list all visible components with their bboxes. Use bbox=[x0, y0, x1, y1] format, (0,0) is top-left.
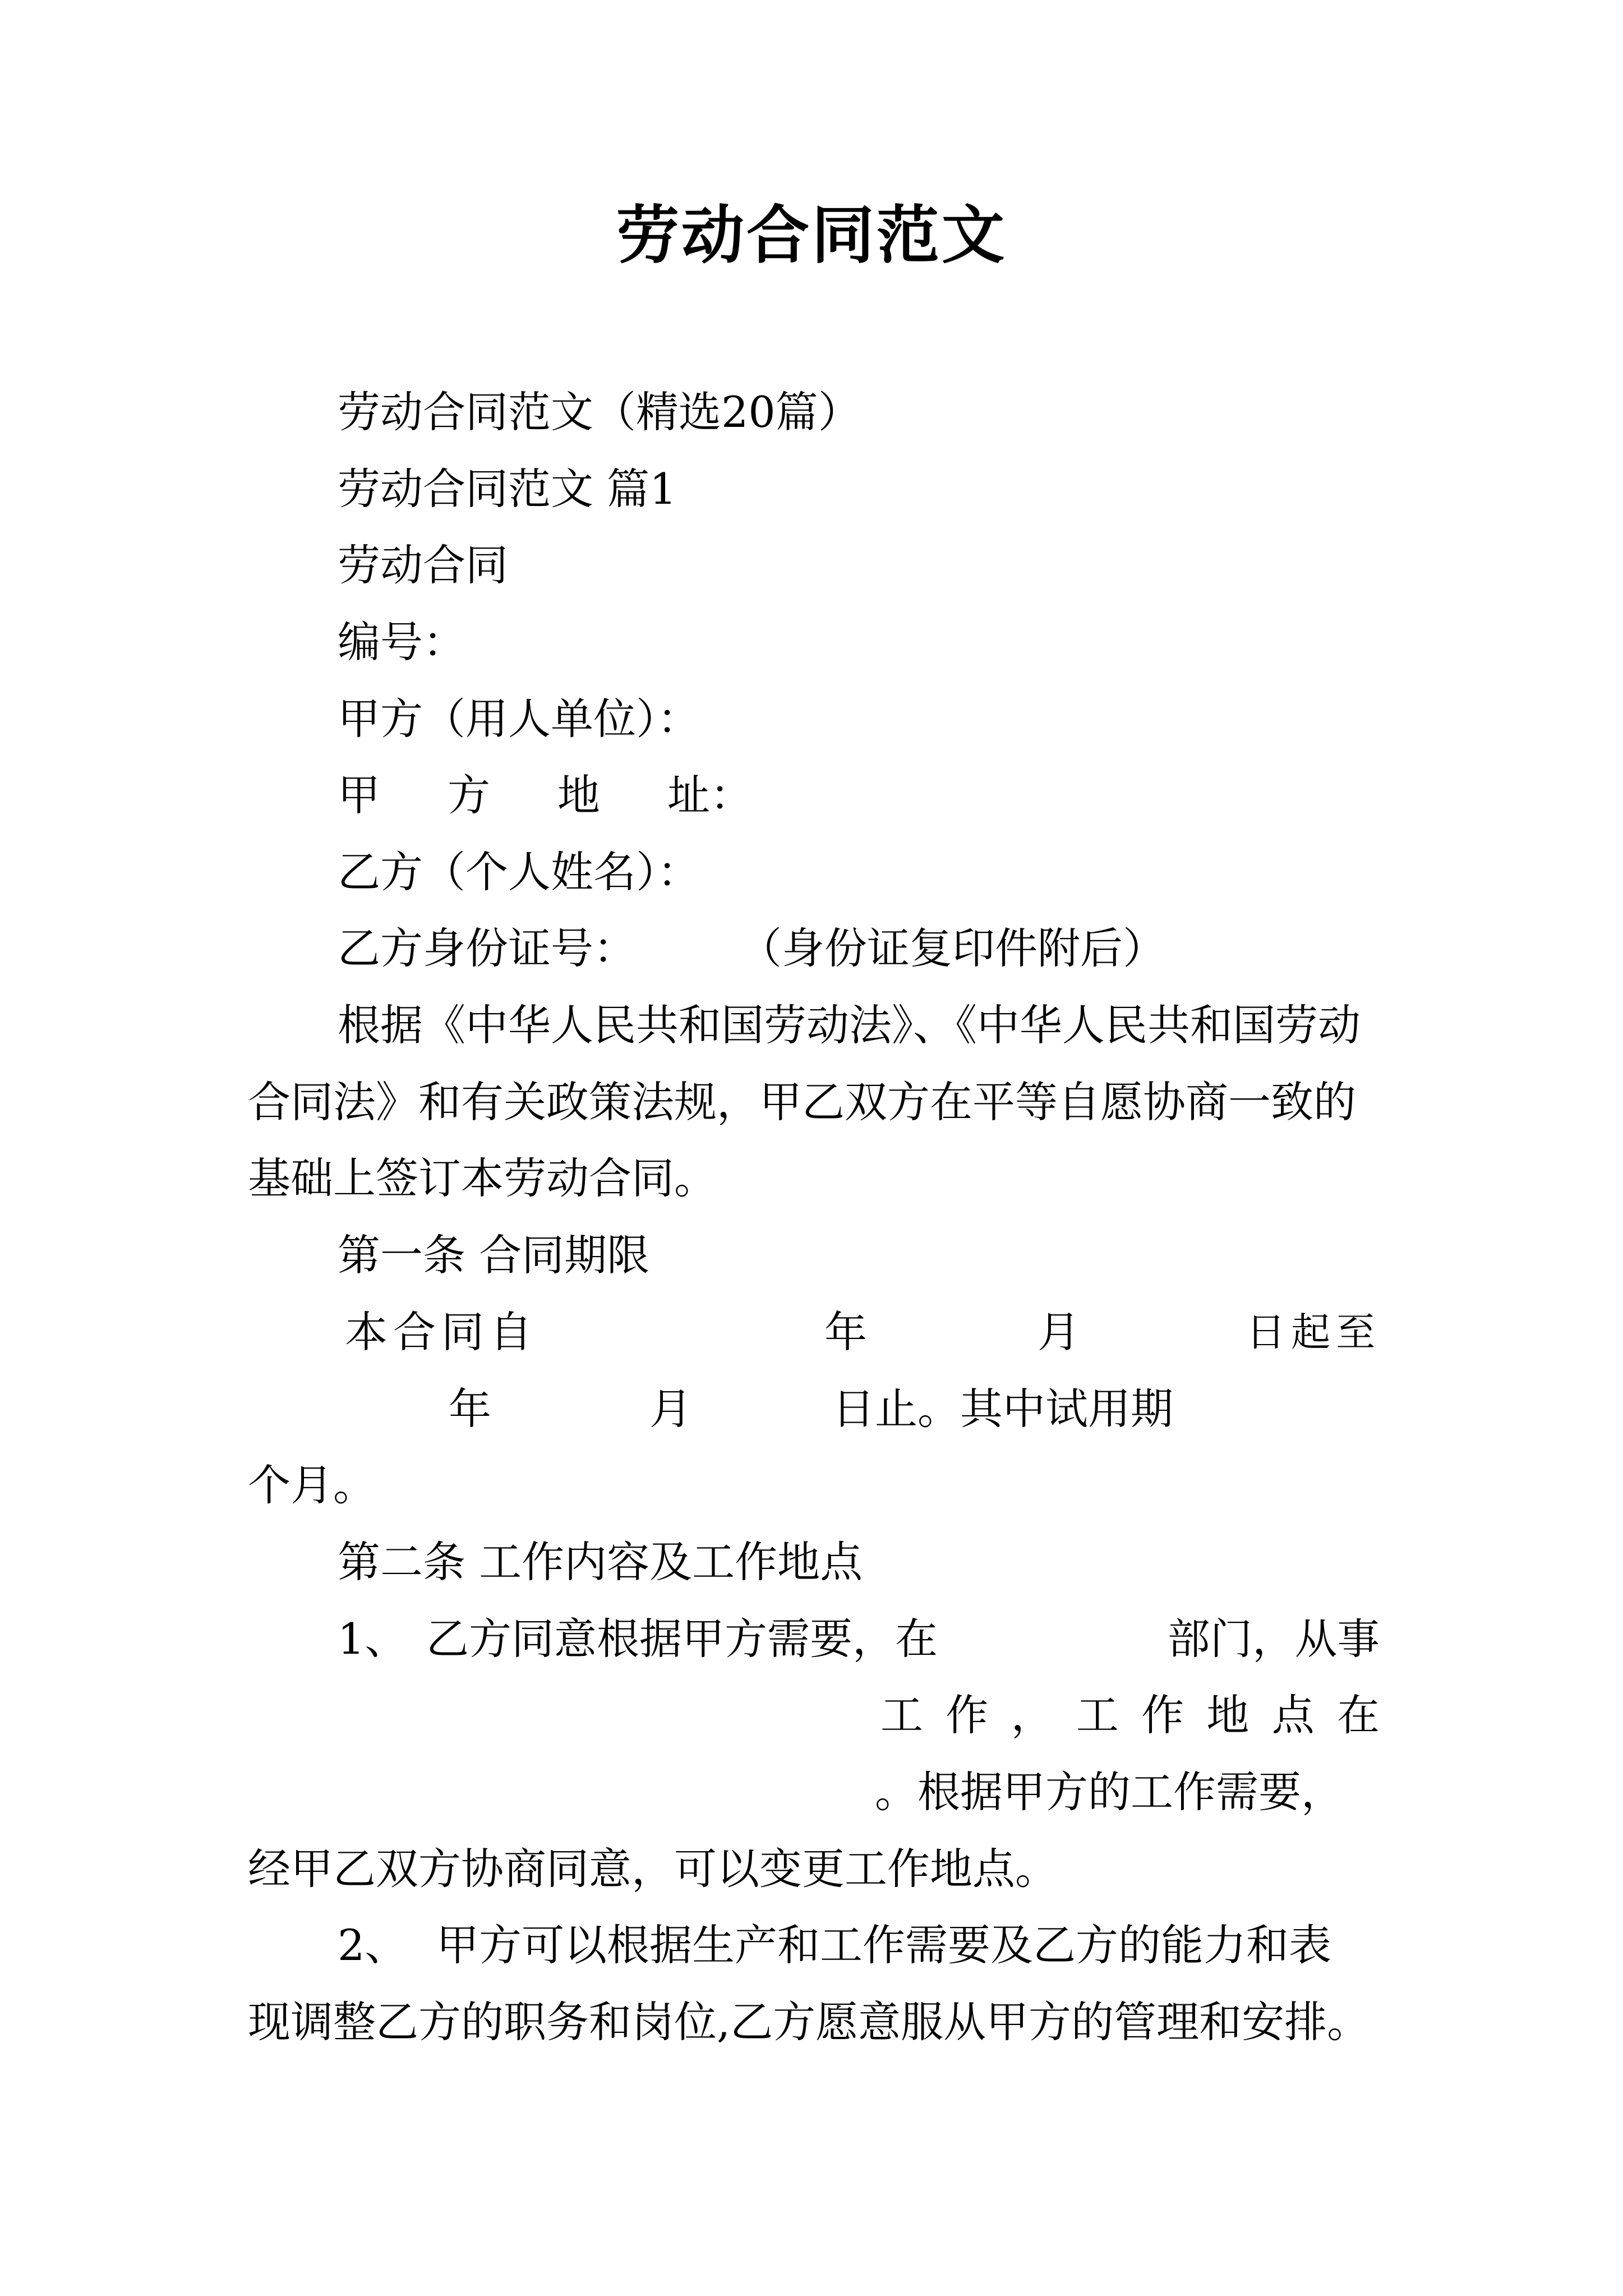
preamble-line: 基础上签订本劳动合同。 bbox=[248, 1153, 717, 1203]
article1-text: 年 bbox=[449, 1384, 491, 1434]
article1-text: 本合同自 bbox=[345, 1307, 538, 1357]
article2-char: 作 bbox=[1141, 1690, 1184, 1740]
article1-text: 日止。其中试用期 bbox=[832, 1384, 1173, 1434]
article2-text: 乙方同意根据甲方需要，在 bbox=[426, 1614, 938, 1664]
article1-text: 月 bbox=[1038, 1307, 1080, 1357]
preamble-line: 根据《中华人民共和国劳动法》、《中华人民共和国劳动 bbox=[338, 1000, 1361, 1050]
contract-heading: 劳动合同 bbox=[338, 540, 508, 590]
article1-text: 年 bbox=[824, 1307, 867, 1357]
article1-heading: 第一条 合同期限 bbox=[338, 1230, 650, 1280]
article2-char: 在 bbox=[1336, 1690, 1380, 1740]
article2-text: 经甲乙双方协商同意，可以变更工作地点。 bbox=[248, 1844, 1058, 1894]
article2-char: 地 bbox=[1206, 1690, 1249, 1740]
article2-char: 点 bbox=[1271, 1690, 1315, 1740]
article2-heading: 第二条 工作内容及工作地点 bbox=[338, 1537, 863, 1587]
address-char: 方 bbox=[448, 770, 490, 820]
address-char: 甲 bbox=[338, 770, 380, 820]
article2-text: 甲方可以根据生产和工作需要及乙方的能力和表 bbox=[436, 1920, 1331, 1970]
field-party-b-id-label: 乙方身份证号： bbox=[338, 923, 636, 973]
field-number: 编号： bbox=[338, 617, 465, 667]
article2-char: 工 bbox=[1076, 1690, 1119, 1740]
article2-char: ， bbox=[1011, 1690, 1054, 1740]
field-party-b: 乙方（个人姓名）： bbox=[338, 847, 700, 897]
article2-text: 部门，从事 bbox=[1168, 1614, 1380, 1664]
address-char: 址： bbox=[667, 770, 753, 820]
article1-text: 月 bbox=[649, 1384, 692, 1434]
article2-spread-line bbox=[880, 1687, 1380, 1743]
field-party-a-address bbox=[338, 767, 753, 823]
article2-char: 工 bbox=[880, 1690, 923, 1740]
document-title: 劳动合同范文 bbox=[616, 199, 1007, 272]
article2-char: 作 bbox=[946, 1690, 989, 1740]
article1-text: 日起至 bbox=[1246, 1309, 1381, 1355]
article2-item-number: 2、 bbox=[338, 1920, 408, 1970]
address-char: 地 bbox=[557, 770, 600, 820]
subtitle: 劳动合同范文（精选20篇） bbox=[338, 387, 861, 437]
article1-text: 个月。 bbox=[248, 1460, 376, 1510]
field-party-b-id-note: （身份证复印件附后） bbox=[739, 923, 1165, 973]
article2-text: 。根据甲方的工作需要， bbox=[875, 1767, 1344, 1817]
section-heading: 劳动合同范文 篇1 bbox=[338, 464, 677, 514]
field-party-a: 甲方（用人单位）： bbox=[338, 694, 700, 744]
preamble-line: 合同法》和有关政策法规，甲乙双方在平等自愿协商一致的 bbox=[248, 1077, 1356, 1127]
article2-item-number: 1、 bbox=[338, 1614, 408, 1664]
article2-text: 现调整乙方的职务和岗位,乙方愿意服从甲方的管理和安排。 bbox=[248, 1997, 1370, 2047]
